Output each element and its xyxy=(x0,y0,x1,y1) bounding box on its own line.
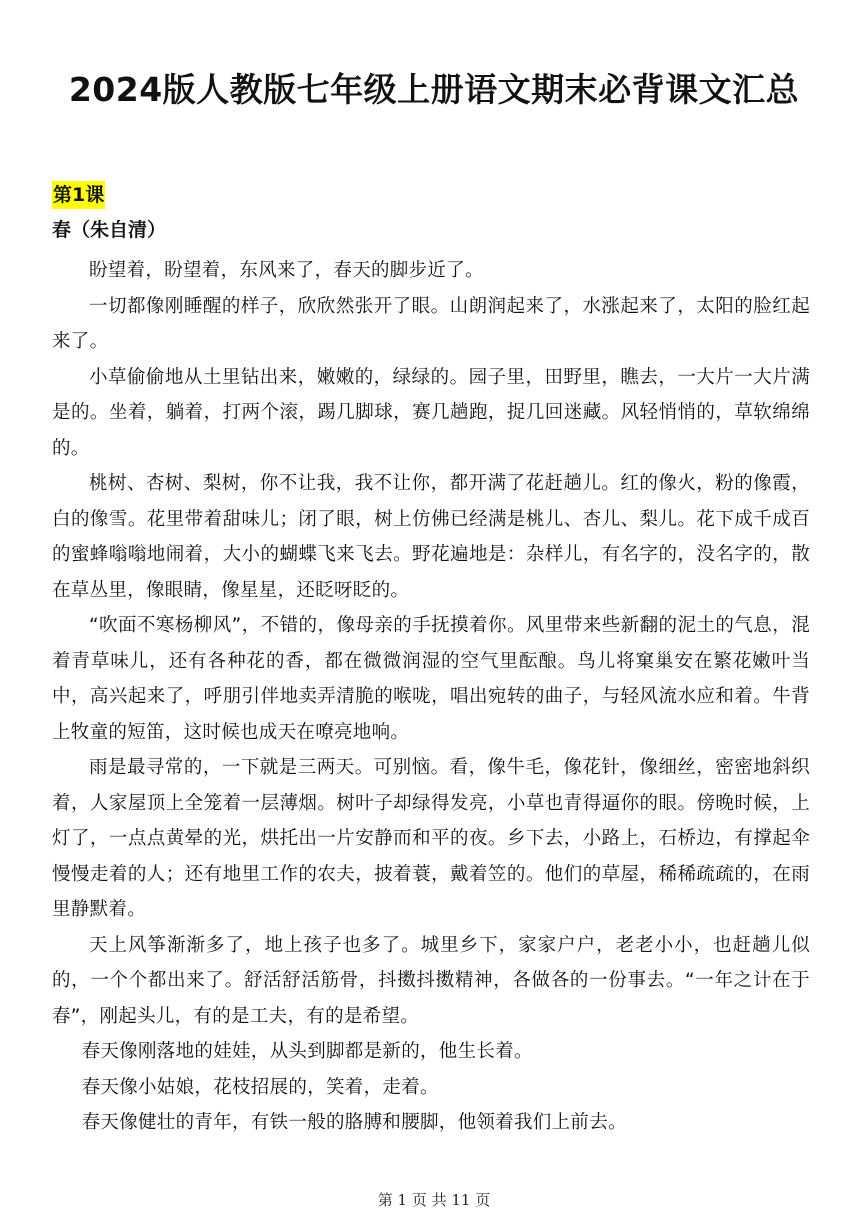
page-footer: 第 1 页 共 11 页 xyxy=(377,1191,491,1209)
paragraph: 桃树、杏树、梨树，你不让我，我不让你，都开满了花赶趟儿。红的像火，粉的像霞，白的像雪。花里带着甜味儿；闭了眼，树上仿佛已经满是桃儿、杏儿、梨儿。花下成千成百的蜜蜂嗡嗡地闹着，大小的蝴蝶飞来飞去。野花遍地是：杂样儿，有名字的，没名字的，散在草丛里，像眼睛，像星星，还眨呀眨的。 xyxy=(52,473,810,601)
poem-body xyxy=(52,253,810,1141)
poem-title: 春（朱自清） xyxy=(52,219,167,241)
paragraph: “吹面不寒杨柳风”，不错的，像母亲的手抚摸着你。风里带来些新翻的泥土的气息，混着青草味儿，还有各种花的香，都在微微润湿的空气里酝酿。鸟儿将窠巢安在繁花嫩叶当中，高兴起来了，呼朋引伴地卖弄清脆的喉咙，唱出宛转的曲子，与轻风流水应和着。牛背上牧童的短笛，这时候也成天在嘹亮地响。 xyxy=(52,615,810,743)
paragraph: 盼望着，盼望着，东风来了，春天的脚步近了。 xyxy=(89,260,484,281)
paragraph: 春天像刚落地的娃娃，从头到脚都是新的，他生长着。 xyxy=(81,1041,533,1062)
paragraph: 一切都像刚睡醒的样子，欣欣然张开了眼。山朗润起来了，水涨起来了，太阳的脸红起来了。 xyxy=(52,295,810,352)
paragraph: 雨是最寻常的，一下就是三两天。可别恼。看，像牛毛，像花针，像细丝，密密地斜织着，人家屋顶上全笼着一层薄烟。树叶子却绿得发亮，小草也青得逼你的眼。傍晚时候，上灯了，一点点黄晕的光，烘托出一片安静而和平的夜。乡下去，小路上，石桥边，有撑起伞慢慢走着的人；还有地里工作的农夫，披着蓑，戴着笠的。他们的草屋，稀稀疏疏的，在雨里静默着。 xyxy=(52,757,810,920)
document-title: 2024版人教版七年级上册语文期末必背课文汇总 xyxy=(68,70,800,109)
paragraph: 小草偷偷地从土里钻出来，嫩嫩的，绿绿的。园子里，田野里，瞧去，一大片一大片满是的。坐着，躺着，打两个滚，踢几脚球，赛几趟跑，捉几回迷藏。风轻悄悄的，草软绵绵的。 xyxy=(52,366,810,459)
paragraph: 春天像小姑娘，花枝招展的，笑着，走着。 xyxy=(81,1076,439,1098)
lesson-label: 第1课 xyxy=(52,181,105,209)
paragraph: 春天像健壮的青年，有铁一般的胳膊和腰脚，他领着我们上前去。 xyxy=(81,1112,627,1133)
paragraph: 天上风筝渐渐多了，地上孩子也多了。城里乡下，家家户户，老老小小，也赶趟儿似的，一个个都出来了。舒活舒活筋骨，抖擞抖擞精神，各做各的一份事去。“一年之计在于春”，刚起头儿，有的是工夫，有的是希望。 xyxy=(52,934,810,1027)
